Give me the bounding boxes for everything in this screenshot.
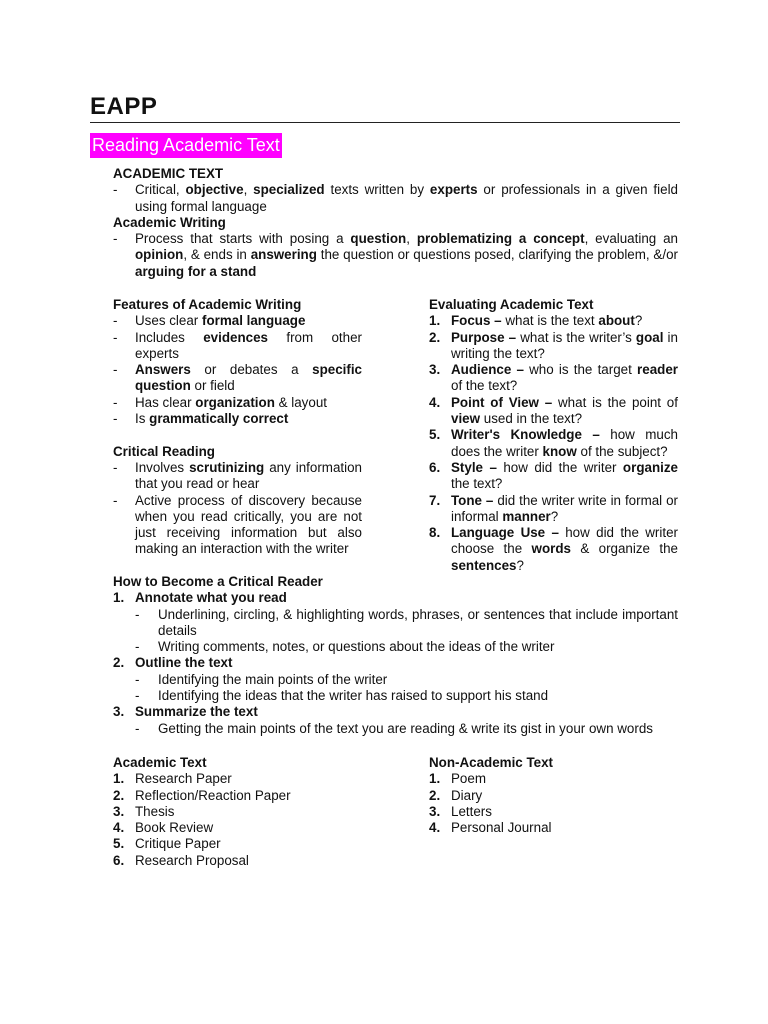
- bold-term: Tone –: [451, 492, 494, 508]
- text-run: Includes: [135, 329, 204, 345]
- sub-item: [135, 721, 678, 737]
- bold-term: scrutinizing: [189, 459, 265, 475]
- list-item: [429, 362, 678, 395]
- definition-text: [135, 182, 678, 213]
- dash-marker: -: [113, 329, 118, 345]
- sub-item: [135, 639, 678, 655]
- dash-marker: -: [113, 394, 118, 410]
- item-number: 3.: [429, 362, 441, 378]
- text-run: how did the writer: [496, 459, 623, 475]
- bold-term: objective: [185, 182, 244, 198]
- list-item: [429, 313, 678, 329]
- item-text: Poem: [451, 771, 486, 787]
- bold-term: Purpose –: [451, 329, 517, 345]
- list-item: [113, 771, 363, 787]
- text-run: ?: [516, 557, 524, 573]
- right-column: [429, 297, 678, 574]
- text-run: , evaluating an: [584, 231, 678, 247]
- item-text: Book Review: [135, 820, 214, 836]
- critical-reading-heading: Critical Reading: [113, 443, 215, 459]
- item-text: [451, 525, 678, 573]
- text-run: & organize the: [570, 541, 678, 557]
- bold-term: specific question: [135, 362, 362, 394]
- text-run: & layout: [274, 394, 327, 410]
- dash-marker: -: [135, 671, 140, 687]
- list-item: [429, 804, 679, 820]
- text-run: or professionals in a given field using formal language: [135, 182, 678, 214]
- text-run: Has clear: [135, 394, 196, 410]
- bold-term: Style –: [451, 459, 497, 475]
- text-run: the question or questions posed, clarifying the problem, &/or: [316, 247, 678, 263]
- academic-writing-heading: Academic Writing: [113, 214, 226, 230]
- list-item: [113, 411, 362, 427]
- item-text: [135, 362, 362, 393]
- step-item: [113, 704, 678, 720]
- document-title: EAPP: [90, 93, 158, 120]
- definition-text: [135, 231, 678, 279]
- critical-reader-section: [113, 574, 678, 737]
- sub-item-text: Getting the main points of the text you are reading & write its gist in your own words: [158, 720, 653, 736]
- text-run: of the text?: [451, 378, 518, 394]
- item-number: 5.: [113, 836, 125, 852]
- sub-item-text: Writing comments, notes, or questions about the ideas of the writer: [158, 639, 555, 655]
- item-text: Research Proposal: [135, 852, 249, 868]
- item-text: [135, 493, 362, 557]
- step-subitems: [135, 607, 678, 656]
- text-run: did the writer write in formal or informal: [451, 492, 678, 524]
- bold-term: Focus –: [451, 313, 502, 329]
- bold-term: Language Use –: [451, 525, 559, 541]
- bold-term: sentences: [451, 557, 517, 573]
- bold-term: goal: [635, 329, 664, 345]
- item-number: 2.: [113, 787, 125, 803]
- academic-text-definition: [113, 182, 678, 215]
- list-item: [113, 853, 363, 869]
- item-text: [135, 460, 362, 491]
- text-run: ,: [243, 182, 254, 198]
- item-text: [451, 313, 642, 328]
- academic-writing-definition: [113, 231, 678, 280]
- title-divider: [90, 122, 680, 123]
- bold-term: specialized: [253, 182, 325, 198]
- item-text: [451, 493, 678, 524]
- text-run: ?: [550, 508, 559, 524]
- section-heading-highlighted: Reading Academic Text: [90, 133, 282, 158]
- text-run: any information that you read or hear: [135, 459, 362, 492]
- dash-marker: -: [113, 182, 118, 198]
- text-run: Active process of discovery because when you read critically, you are not just receiving information but also making an interaction with the writer: [135, 492, 362, 557]
- text-run: the text?: [451, 476, 503, 492]
- bold-term: formal language: [201, 313, 306, 329]
- list-item: [429, 460, 678, 493]
- bold-term: opinion: [135, 247, 184, 263]
- bold-term: arguing for a stand: [135, 263, 257, 279]
- bold-term: grammatically correct: [149, 411, 289, 427]
- dash-marker: -: [113, 492, 118, 508]
- text-run: of the subject?: [576, 443, 668, 459]
- dash-marker: -: [135, 720, 140, 736]
- critical-reader-heading: How to Become a Critical Reader: [113, 574, 323, 589]
- sub-item-text: Identifying the ideas that the writer has raised to support his stand: [158, 688, 549, 704]
- dash-marker: -: [135, 688, 140, 704]
- definitions-block: [113, 166, 678, 280]
- item-text: Research Paper: [135, 771, 232, 787]
- item-number: 1.: [113, 771, 125, 787]
- left-column: [113, 297, 362, 558]
- text-run: ,: [406, 231, 417, 247]
- item-text: Letters: [451, 803, 492, 819]
- item-number: 2.: [429, 787, 441, 803]
- item-text: Personal Journal: [451, 820, 552, 836]
- item-number: 4.: [429, 820, 441, 836]
- dash-marker: -: [113, 459, 118, 475]
- bold-term: evidences: [203, 329, 268, 345]
- list-item: [429, 427, 678, 460]
- text-run: or debates a: [190, 362, 313, 378]
- item-number: 1.: [429, 771, 441, 787]
- list-item: [113, 330, 362, 363]
- bold-term: organization: [195, 394, 275, 410]
- list-item: [113, 493, 362, 558]
- item-text: [135, 313, 305, 328]
- bold-term: Answers: [135, 362, 191, 378]
- dash-marker: -: [113, 362, 118, 378]
- text-run: texts written by: [324, 182, 430, 198]
- bold-term: Point of View –: [451, 394, 553, 410]
- bold-term: view: [451, 411, 481, 427]
- item-text: Reflection/Reaction Paper: [135, 787, 291, 803]
- item-number: 3.: [113, 803, 125, 819]
- non-academic-list: [429, 771, 679, 836]
- step-number: 1.: [113, 590, 125, 606]
- text-run: Process that starts with posing a: [135, 231, 351, 247]
- bold-term: organize: [622, 459, 678, 475]
- academic-text-heading: ACADEMIC TEXT: [113, 166, 224, 181]
- item-number: 8.: [429, 525, 441, 541]
- step-number: 2.: [113, 655, 125, 671]
- list-item: [113, 836, 363, 852]
- dash-marker: -: [113, 411, 118, 427]
- list-item: [113, 460, 362, 493]
- step-subitems: [135, 672, 678, 705]
- step-label: Summarize the text: [135, 704, 258, 720]
- text-run: used in the text?: [480, 411, 583, 427]
- bold-term: manner: [502, 508, 551, 524]
- academic-list-block: [113, 755, 363, 869]
- step-subitems: [135, 721, 678, 737]
- item-text: [135, 411, 288, 426]
- list-item: [113, 362, 362, 395]
- list-item: [429, 525, 678, 574]
- academic-list: [113, 771, 363, 869]
- critical-reading-list: [113, 460, 362, 558]
- list-item: [113, 820, 363, 836]
- text-run: Is: [135, 411, 150, 427]
- bold-term: answering: [250, 247, 317, 263]
- bold-term: experts: [429, 182, 478, 198]
- bold-term: know: [542, 443, 577, 459]
- text-run: Uses clear: [135, 313, 202, 329]
- item-text: Diary: [451, 787, 483, 803]
- bold-term: reader: [637, 362, 678, 378]
- item-text: [135, 395, 327, 410]
- text-run: Involves: [135, 459, 190, 475]
- features-heading: Features of Academic Writing: [113, 297, 302, 312]
- item-number: 6.: [113, 852, 125, 868]
- bold-term: about: [598, 313, 635, 329]
- list-item: [429, 820, 679, 836]
- list-item: [113, 804, 363, 820]
- text-run: what is the writer’s: [516, 329, 636, 345]
- bold-term: Writer's Knowledge –: [451, 427, 600, 443]
- step-item: [113, 590, 678, 606]
- list-item: [429, 493, 678, 526]
- spacer: [113, 427, 362, 443]
- critical-reader-steps: [113, 590, 678, 737]
- sub-item: [135, 607, 678, 640]
- non-academic-list-heading: Non-Academic Text: [429, 755, 554, 770]
- text-run: , & ends in: [183, 247, 251, 263]
- text-run: what is the point of: [552, 394, 678, 410]
- list-item: [429, 330, 678, 363]
- sub-item-text: Underlining, circling, & highlighting words, phrases, or sentences that include important details: [158, 606, 678, 638]
- item-number: 1.: [429, 313, 441, 329]
- list-item: [429, 771, 679, 787]
- item-text: [451, 330, 678, 361]
- dash-marker: -: [113, 313, 118, 329]
- sub-item: [135, 672, 678, 688]
- dash-marker: -: [135, 606, 140, 622]
- sub-item: [135, 688, 678, 704]
- academic-list-heading: Academic Text: [113, 755, 207, 770]
- item-number: 5.: [429, 427, 441, 443]
- step-number: 3.: [113, 704, 125, 720]
- bold-term: problematizing a concept: [416, 231, 585, 247]
- item-text: Thesis: [135, 803, 175, 819]
- list-item: [113, 788, 363, 804]
- non-academic-list-block: [429, 755, 679, 836]
- bold-term: question: [350, 231, 407, 247]
- list-item: [429, 788, 679, 804]
- evaluating-heading: Evaluating Academic Text: [429, 297, 594, 312]
- text-run: how much does the writer: [451, 427, 679, 459]
- sub-item-text: Identifying the main points of the writer: [158, 671, 388, 687]
- dash-marker: -: [135, 639, 140, 655]
- list-item: [429, 395, 678, 428]
- step-label: Annotate what you read: [135, 590, 287, 606]
- item-text: [451, 427, 678, 458]
- text-run: Critical,: [135, 182, 186, 198]
- text-run: or field: [190, 378, 235, 394]
- bold-term: Audience –: [451, 362, 524, 378]
- item-number: 6.: [429, 459, 441, 475]
- item-number: 3.: [429, 803, 441, 819]
- list-item: [113, 313, 362, 329]
- dash-marker: -: [113, 231, 118, 247]
- step-label: Outline the text: [135, 655, 233, 671]
- text-run: from other experts: [135, 329, 362, 361]
- item-text: [451, 395, 678, 426]
- text-run: ?: [634, 313, 643, 329]
- features-list: [113, 313, 362, 427]
- item-text: [451, 362, 678, 393]
- item-number: 2.: [429, 329, 441, 345]
- text-run: what is the text: [501, 313, 599, 329]
- item-number: 4.: [113, 820, 125, 836]
- text-run: who is the target: [523, 362, 638, 378]
- text-run: how did the writer choose the: [451, 525, 678, 557]
- item-text: Critique Paper: [135, 836, 221, 852]
- item-text: [451, 460, 678, 491]
- list-item: [113, 395, 362, 411]
- step-item: [113, 655, 678, 671]
- item-number: 4.: [429, 394, 441, 410]
- item-number: 7.: [429, 492, 441, 508]
- bold-term: words: [531, 541, 571, 557]
- item-text: [135, 330, 362, 361]
- text-run: in writing the text?: [451, 329, 678, 361]
- evaluating-list: [429, 313, 678, 574]
